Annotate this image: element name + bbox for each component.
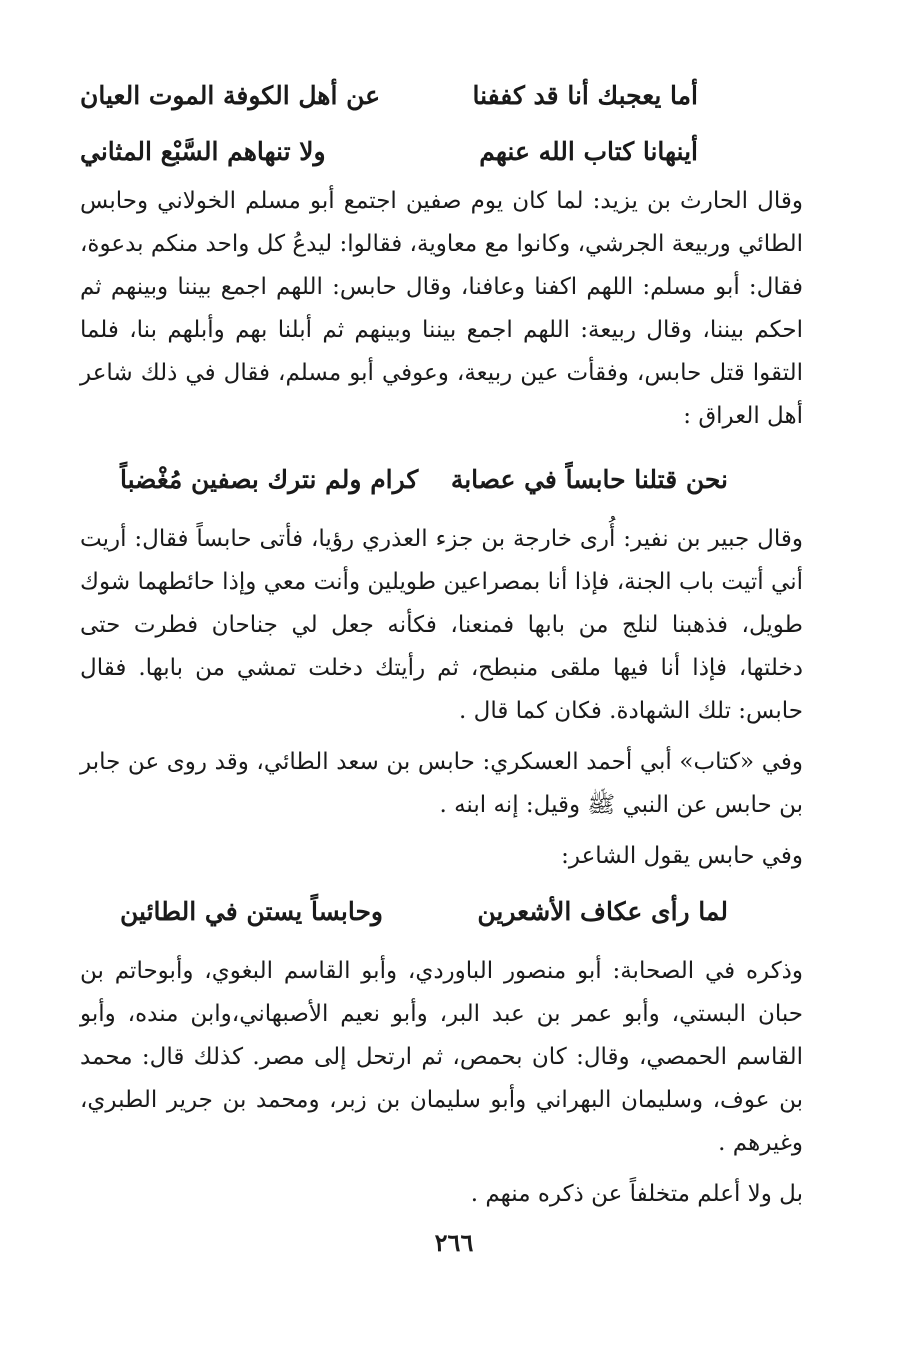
paragraph-askari: وفي «كتاب» أبي أحمد العسكري: حابس بن سعد الطائي، وقد روى عن جابر بن حابس عن النبي ﷺ وقيل: إنه ابنه .: [80, 749, 803, 818]
paragraph-jubair: وقال جبير بن نفير: أُرى خارجة بن جزء العذري رؤيا، فأتى حابساً فقال: أريت أني أتيت باب الجنة، فإذا أنا بمصراعين طويلين وأنت معي وإذا حائطهما شوك طويل، فذهبنا لنلج من بابها فمنعنا، فكأنه جعل لي جناحان فطرت حتى دخلتها، فإذا أنا فيها ملقى منبطح، ثم رأيتك دخلت تمشي من بابها. فقال حابس: تلك الشهادة. فكان كما قال .: [80, 526, 803, 724]
page-number: ٢٦٦: [434, 1228, 474, 1257]
verse-line: [80, 452, 788, 508]
verse-line: [80, 884, 788, 940]
paragraph-closing: بل ولا أعلم متخلفاً عن ذكره منهم .: [470, 1181, 803, 1207]
verse-hemistich-left: ولا تنهاهم السَّبْع المثاني: [80, 137, 326, 166]
verse-hemistich-right: أينهانا كتاب الله عنهم: [479, 137, 698, 166]
paragraph-companions: وذكره في الصحابة: أبو منصور الباوردي، وأبو القاسم البغوي، وأبوحاتم بن حبان البستي، وأبو عمر بن عبد البر، وأبو نعيم الأصبهاني،وابن منده، وأبو القاسم الحمصي، وقال: كان بحمص، ثم ارتحل إلى مصر. كذلك قال: محمد بن عوف، وسليمان البهراني وأبو سليمان بن زبر، ومحمد بن جرير الطبري، وغيرهم .: [80, 958, 803, 1156]
verse-hemistich-right: نحن قتلنا حابساً في عصابة: [450, 465, 728, 494]
verse-line: [80, 124, 788, 180]
verse-line: [80, 68, 788, 124]
verse-hemistich-left: كرام ولم نترك بصفين مُغْضباً: [120, 465, 419, 494]
verse-hemistich-left: وحابساً يستن في الطائين: [120, 897, 383, 926]
paragraph-poet-intro: وفي حابس يقول الشاعر:: [561, 843, 803, 869]
verse-hemistich-left: عن أهل الكوفة الموت العيان: [80, 81, 381, 110]
verse-hemistich-right: لما رأى عكاف الأشعرين: [477, 897, 728, 926]
verse-hemistich-right: أما يعجبك أنا قد كففنا: [472, 81, 698, 110]
paragraph-harith: وقال الحارث بن يزيد: لما كان يوم صفين اجتمع أبو مسلم الخولاني وحابس الطائي وربيعة الجرشي، وكانوا مع معاوية، فقالوا: ليدعُ كل واحد منكم بدعوة، فقال: أبو مسلم: اللهم اكفنا وعافنا، وقال حابس: اللهم اجمع بيننا وبينهم ثم احكم بيننا، وقال ربيعة: اللهم اجمع بيننا وبينهم ثم أبلنا بهم وأبلهم بنا، فلما التقوا قتل حابس، وفقأت عين ربيعة، وعوفي أبو مسلم، فقال في ذلك شاعر أهل العراق :: [80, 188, 803, 429]
